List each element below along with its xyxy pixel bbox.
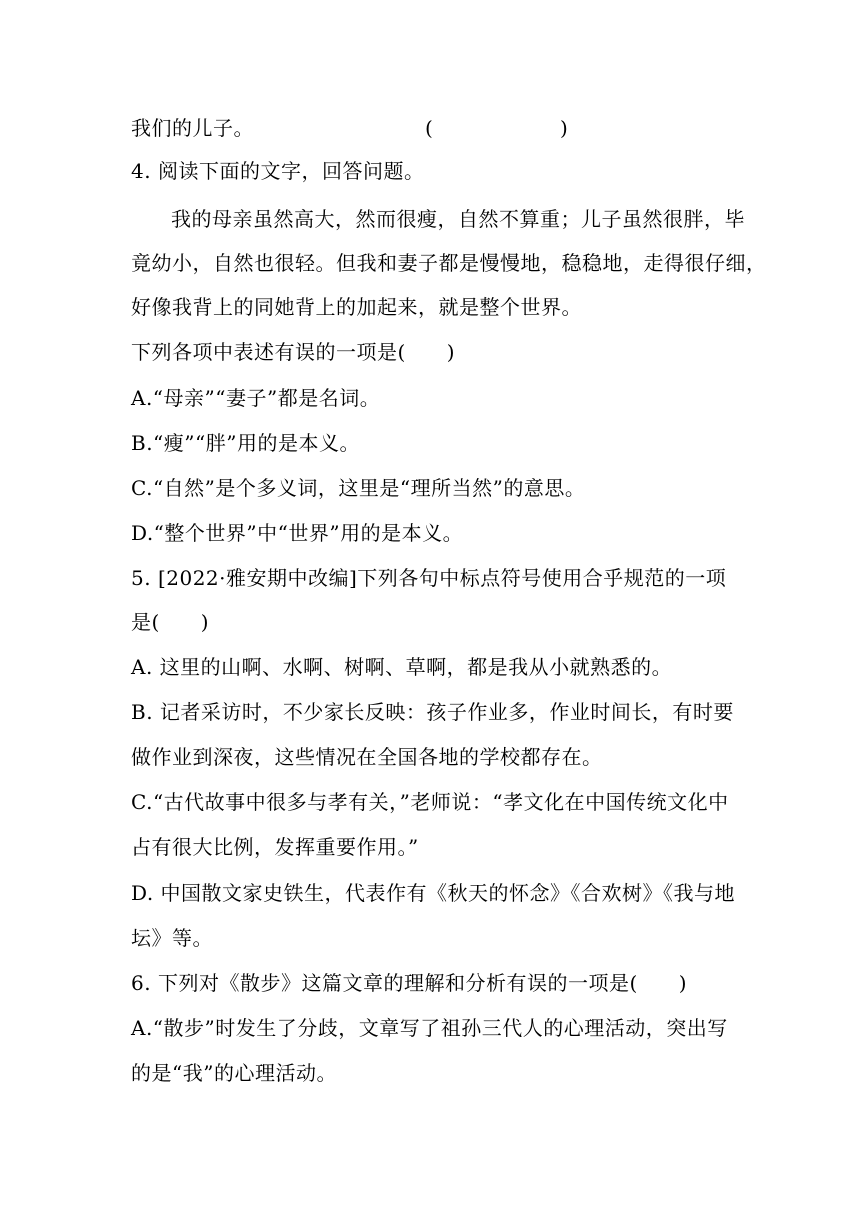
option-5a: A. 这里的山啊、水啊、树啊、草啊，都是我从小就熟悉的。	[131, 655, 673, 679]
option-6a-line-1: A.“散步”时发生了分歧，文章写了祖孙三代人的心理活动，突出写	[131, 1016, 728, 1040]
passage-line-1: 我的母亲虽然高大，然而很瘦，自然不算重；儿子虽然很胖，毕	[171, 207, 745, 231]
option-5b-line-1: B. 记者采访时，不少家长反映：孩子作业多，作业时间长，有时要	[131, 700, 734, 724]
question-6-heading: 6. 下列对《散步》这篇文章的理解和分析有误的一项是( )	[131, 971, 688, 995]
question-4-heading: 4. 阅读下面的文字，回答问题。	[131, 159, 425, 183]
option-5c-line-2: 占有很大比例，发挥重要作用。”	[131, 835, 419, 859]
option-5d-line-2: 坛》等。	[131, 926, 213, 950]
option-4a: A.“母亲”“妻子”都是名词。	[131, 386, 381, 410]
question-5-heading: 5. [2022·雅安期中改编]下列各句中标点符号使用合乎规范的一项	[131, 566, 727, 590]
answer-blank: ( )	[425, 116, 568, 140]
option-5b-line-2: 做作业到深夜，这些情况在全国各地的学校都存在。	[131, 745, 603, 769]
option-6a-line-2: 的是“我”的心理活动。	[131, 1061, 337, 1085]
question-4-prompt: 下列各项中表述有误的一项是( )	[131, 340, 456, 364]
option-5d-line-1: D. 中国散文家史铁生，代表作有《秋天的怀念》《合欢树》《我与地	[131, 881, 736, 905]
option-4c: C.“自然”是个多义词，这里是“理所当然”的意思。	[131, 476, 586, 500]
option-5c-line-1: C.“古代故事中很多与孝有关，”老师说：“孝文化在中国传统文化中	[131, 790, 729, 814]
passage-line-3: 好像我背上的同她背上的加起来，就是整个世界。	[131, 295, 582, 319]
passage-line-2: 竟幼小，自然也很轻。但我和妻子都是慢慢地，稳稳地，走得很仔细，	[131, 251, 767, 275]
text-line-1: 我们的儿子。	[131, 116, 254, 140]
question-5-heading-cont: 是( )	[131, 610, 210, 634]
option-4d: D.“整个世界”中“世界”用的是本义。	[131, 521, 464, 545]
option-4b: B.“瘦”“胖”用的是本义。	[131, 431, 360, 455]
